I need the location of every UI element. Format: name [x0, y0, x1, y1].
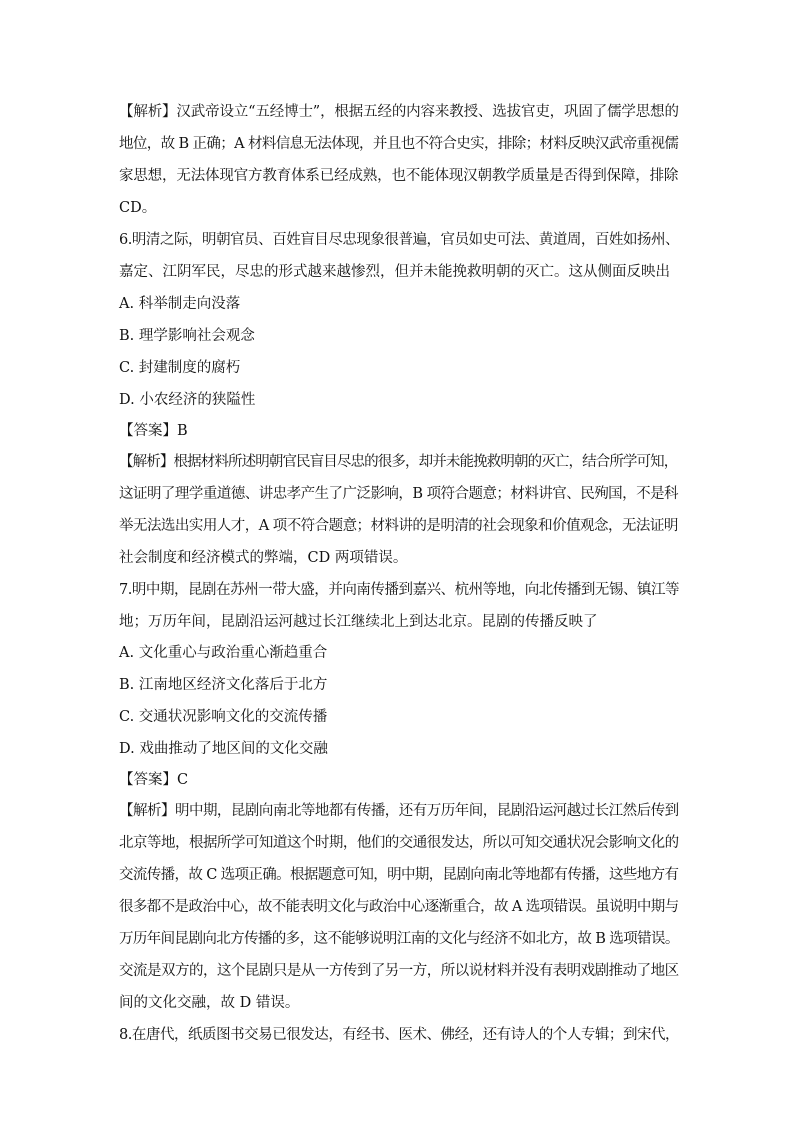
q5-analysis-line-1: 【解析】汉武帝设立“五经博士”，根据五经的内容来教授、选拔官吏，巩固了儒学思想的 — [119, 104, 679, 120]
q6-option-b: B. 理学影响社会观念 — [119, 328, 255, 344]
q7-option-d: D. 戏曲推动了地区间的文化交融 — [119, 741, 328, 757]
q5-analysis-line-2: 地位，故 B 正确；A 材料信息无法体现，并且也不符合史实，排除；材料反映汉武帝重视儒 — [119, 136, 679, 152]
q8-stem-line-1: 8.在唐代，纸质图书交易已很发达，有经书、医术、佛经，还有诗人的个人专辑；到宋代， — [119, 1027, 680, 1043]
q7-analysis-line-2: 北京等地，根据所学可知道这个时期，他们的交通很发达，所以可知交通状况会影响文化的 — [119, 835, 679, 851]
q7-option-c: C. 交通状况影响文化的交流传播 — [119, 709, 328, 725]
q7-analysis-line-5: 万历年间昆剧向北方传播的多，这不能够说明江南的文化与经济不如北方，故 B 选项错误。 — [119, 931, 679, 947]
q7-stem-line-1: 7.明中期，昆剧在苏州一带大盛，并向南传播到嘉兴、杭州等地，向北传播到无锡、镇江等 — [119, 582, 680, 598]
q7-answer: 【答案】C — [119, 772, 189, 788]
q6-analysis-line-2: 这证明了理学重道德、讲忠孝产生了广泛影响，B 项符合题意；材料讲官、民殉国，不是科 — [119, 486, 679, 502]
q7-option-b: B. 江南地区经济文化落后于北方 — [119, 677, 328, 693]
q6-option-c: C. 封建制度的腐朽 — [119, 360, 241, 376]
q7-analysis-line-7: 间的文化交融，故 D 错误。 — [119, 995, 300, 1011]
q6-analysis-line-1: 【解析】根据材料所述明朝官民盲目尽忠的很多，却并未能挽救明朝的灭亡，结合所学可知， — [119, 454, 678, 470]
q6-stem-line-2: 嘉定、江阴军民，尽忠的形式越来越惨烈，但并未能挽救明朝的灭亡。这从侧面反映出 — [119, 264, 670, 280]
q7-analysis-line-1: 【解析】明中期，昆剧向南北等地都有传播，还有万历年间，昆剧沿运河越过长江然后传到 — [119, 803, 679, 819]
q6-option-a: A. 科举制走向没落 — [119, 296, 241, 312]
q6-stem-line-1: 6.明清之际，明朝官员、百姓盲目尽忠现象很普遍，官员如史可法、黄道周，百姓如扬州、 — [119, 232, 680, 248]
q5-analysis-line-4: CD。 — [119, 200, 157, 216]
q6-analysis-line-4: 社会制度和经济模式的弊端，CD 两项错误。 — [119, 550, 408, 566]
q6-option-d: D. 小农经济的狭隘性 — [119, 392, 256, 408]
q5-analysis-line-3: 家思想，无法体现官方教育体系已经成熟，也不能体现汉朝教学质量是否得到保障，排除 — [119, 168, 679, 184]
q6-analysis-line-3: 举无法选出实用人才，A 项不符合题意；材料讲的是明清的社会现象和价值观念，无法证明 — [119, 518, 678, 534]
q7-analysis-line-4: 很多都不是政治中心，故不能表明文化与政治中心逐渐重合，故 A 选项错误。虽说明中期与 — [119, 899, 679, 915]
q6-answer: 【答案】B — [119, 423, 188, 439]
q7-stem-line-2: 地；万历年间，昆剧沿运河越过长江继续北上到达北京。昆剧的传播反映了 — [119, 614, 598, 630]
q7-analysis-line-6: 交流是双方的，这个昆剧只是从一方传到了另一方，所以说材料并没有表明戏剧推动了地区 — [119, 963, 679, 979]
q7-option-a: A. 文化重心与政治重心渐趋重合 — [119, 645, 328, 661]
q7-analysis-line-3: 交流传播，故 C 选项正确。根据题意可知，明中期，昆剧向南北等地都有传播，这些地方有 — [119, 867, 679, 883]
